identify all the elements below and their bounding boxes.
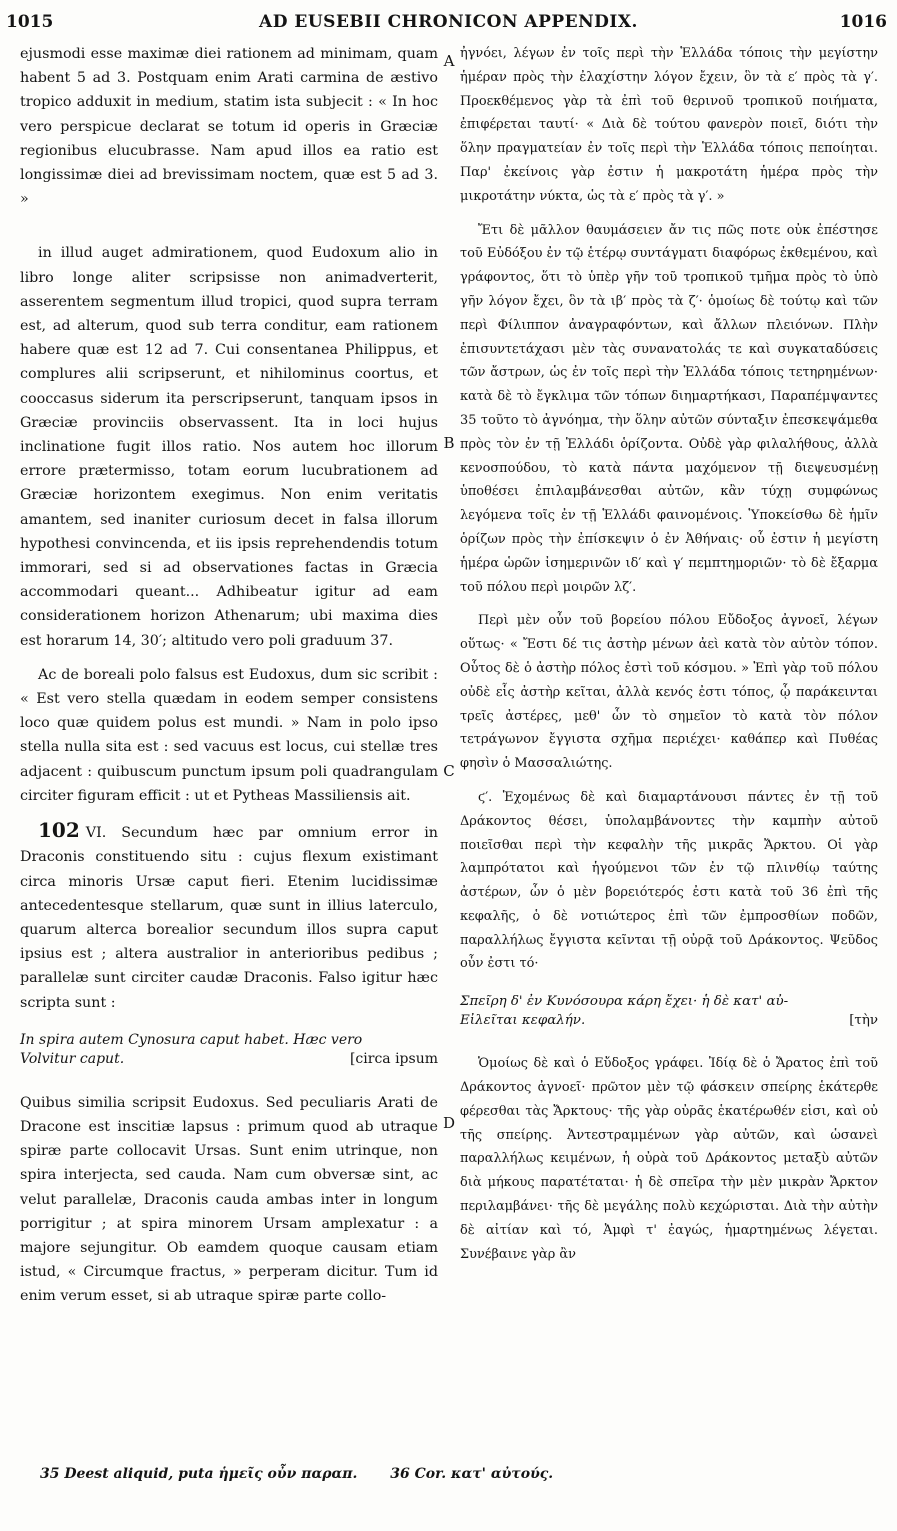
latin-paragraph-5: Quibus similia scripsit Eudoxus. Sed peculiaris Arati de Dracone est inscitiæ lapsus : primum quod ab utraque spiræ parte collocavit Ursas. Sunt enim utrinque, non spira interjecta, sed cauda. Nam cum obversæ sint, ac velut parallelæ, Draconis cauda ambas inter in longum porrigitur ; at spira minorem Ursam amplexatur : a majore sejungitur. Ob eamdem quoque causam etiam istud, « Circumque fractus, » perperam dicitur. Tum id enim verum esset, si ab utraque spiræ parte collo- — [20, 1094, 438, 1305]
greek-paragraph-4: ϛ′. Ἑχομένως δὲ καὶ διαμαρτάνουσι πάντες ἐν τῇ τοῦ Δράκοντος θέσει, ὑπολαμβάνοντες τὴν καμπὴν αὐτοῦ ποιεῖσθαι περὶ τὴν κεφαλὴν τῆς μικρᾶς Ἄρκτου. Οἱ γὰρ λαμπρότατοι καὶ ἡγούμενοι τῶν ἐν τῷ πλινθίῳ ταύτης ἀστέρων, ὧν ὁ μὲν βορειότερός ἐστι κατὰ τοῦ 36 ἐπὶ τῆς κεφαλῆς, ὁ δὲ νοτιώτερος ἐπὶ τῶν ἐμπροσθίων ποδῶν, παραλλήλως ἔγγιστα κεῖνται τῇ οὐρᾷ τοῦ Δράκοντος. Ψεῦδος οὖν ἐστι τό· — [460, 789, 878, 972]
greek-verse-line-1: Σπεῖρη δ' ἐν Κυνόσουρα κάρη ἔχει· ἡ δὲ κατ' αὐ- — [460, 994, 789, 1010]
footnotes — [40, 1466, 880, 1482]
margin-letter-c: C — [443, 762, 455, 780]
greek-paragraph-2: Ἔτι δὲ μᾶλλον θαυμάσειεν ἄν τις πῶς ποτε οὐκ ἐπέστησε τοῦ Εὐδόξου ἐν τῷ ἑτέρῳ συντάγματι διαφόρως ἐκθεμένου, καὶ γράφοντος, ὅτι τὸ ὑπὲρ γῆν τοῦ τροπικοῦ τμῆμα πρὸς τὸ ὑπὸ γῆν λόγον ἔχει, ὃν τὰ ιβ′ πρὸς τὰ ζ′· ὁμοίως δὲ τούτῳ καὶ τῶν περὶ Φίλιππον ἀναγραφόντων, καὶ ἄλλων πλειόνων. Πλὴν ἐπισυντετάχασι μὲν τὰς συνανατολάς τε καὶ συγκαταδύσεις τῶν ἄστρων, ὡς ἐν τοῖς περὶ τὴν Ἑλλάδα τόποις τετηρημένων· κατὰ δὲ τὸ ἔγκλιμα τῶν τόπων διημαρτήκασι, Παραπέμψαντες 35 τοῦτο τὸ ἀγνόημα, τὴν ὅλην αὐτῶν σύνταξιν ἐπεσκεψάμεθα πρὸς τὸν ἐν τῇ Ἑλλάδι ὁρίζοντα. Οὐδὲ γὰρ φιλαλήθους, ἀλλὰ κενοσπούδου, τὸ κατὰ πάντα μαχόμενον τῇ διεψευσμένῃ ὑποθέσει ἐπιλαμβάνεσθαι αὐτῶν, κἂν τύχῃ συμφώνως λεγόμενα τοῖς ἐν τῇ Ἑλλάδι φαινομένοις. Ὑποκείσθω δὲ ἡμῖν ὁρίζων πρὸς τὴν ἐπίσκεψιν ὁ ἐν Ἀθήναις· οὗ ἐστιν ἡ μεγίστη ἡμέρα ὡρῶν ἰσημερινῶν ιδ′ καὶ γ′ πεμπτημοριῶν· τὸ δὲ ἔξαρμα τοῦ πόλου περὶ μοιρῶν λζ′. — [460, 222, 878, 595]
greek-verse-line-2: Εἰλεῖται κεφαλήν. [τὴν — [460, 1013, 878, 1029]
margin-letter-d: D — [442, 1114, 456, 1132]
latin-paragraph-1: ejusmodi esse maximæ diei rationem ad minimam, quam habent 5 ad 3. Postquam enim Arati carmina de æstivo tropico adduxit in medium, statim ista subjecit : « In hoc vero perspicue declarat se totum id operis in Græciæ regionibus elucubrasse. Nam apud illos ea ratio est longissimæ diei ad brevissimam noctem, quæ est 5 ad 3. » — [20, 46, 438, 208]
greek-paragraph-1: ἠγνόει, λέγων ἐν τοῖς περὶ τὴν Ἑλλάδα τόποις τὴν μεγίστην ἡμέραν πρὸς τὴν ἐλαχίστην λόγον ἔχειν, ὃν τὰ ε′ πρὸς τὰ γ′. Προεκθέμενος γὰρ τὰ ἐπὶ τοῦ θερινοῦ τροπικοῦ ποιήματα, ἐπιφέρεται ταυτί· « Διὰ δὲ τούτου φανερὸν ποιεῖ, διότι τὴν ὅλην πραγματείαν ἐν τοῖς περὶ τὴν Ἑλλάδα τόποις πεποίηται. Παρ' ἐκείνοις γὰρ ἐστιν ἡ μακροτάτη ἡμέρα πρὸς τὴν μικροτάτην νύκτα, ὡς τὰ ε′ πρὸς τὰ γ′. » — [460, 46, 878, 204]
greek-paragraph-5: Ὁμοίως δὲ καὶ ὁ Εὔδοξος γράφει. Ἰδίᾳ δὲ ὁ Ἄρατος ἐπὶ τοῦ Δράκοντος ἀγνοεῖ· πρῶτον μὲν τῷ φάσκειν σπείρης ἑκάτερθε φέρεσθαι τὰς Ἄρκτους· τῆς γὰρ οὐρᾶς ἑκατέρωθέν εἰσι, καὶ οὐ τῆς σπείρης. Ἀντεστραμμένων γὰρ αὐτῶν, καὶ ὡσανεὶ παραλλήλως κειμένων, ἡ οὐρὰ τοῦ Δράκοντος μεταξὺ αὐτῶν διὰ μήκους παρατέταται· ἡ δὲ σπεῖρα τὴν μὲν μικρὰν Ἄρκτον περιλαμβάνει· τῆς δὲ μεγάλης πολὺ κεχώρισται. Διὰ τὴν αὐτὴν δὲ αἰτίαν καὶ τό, Ἀμφὶ τ' ἐαγώς, ἡμαρτημένως λέγεται. Συνέβαινε γὰρ ἂν — [460, 1056, 878, 1262]
latin-verse-continuation: [circa ipsum — [349, 1050, 438, 1067]
latin-verse-line-1: In spira autem Cynosura caput habet. Hæc vero — [20, 1031, 363, 1048]
margin-letter-b: B — [443, 434, 455, 452]
latin-paragraph-3: Ac de boreali polo falsus est Eudoxus, dum sic scribit : « Est vero stella quædam in eodem semper consistens loco quæ quidem polus est mundi. » Nam in polo ipso stella nulla sita est : sed vacuus est locus, cui stellæ tres adjacent : quibuscum punctum ipsum poli quadrangulam circiter figuram efficit : ut et Pytheas Massiliensis ait. — [20, 666, 438, 804]
section-number: 102 — [38, 818, 80, 843]
latin-paragraph-4-text: VI. Secundum hæc par omnium error in Draconis constituendo situ : cujus flexum existimant circa minoris Ursæ caput fieri. Etenim lucidissimæ antecedentesque stellarum, quæ sunt in illius laterculo, quarum alterca borealior secundum illos supra caput ipsius est ; altera australior in anterioribus pedibus ; parallelæ sunt circiter caudæ Draconis. Falso igitur hæc scripta sunt : — [20, 825, 438, 1011]
latin-paragraph-4 — [20, 818, 438, 1015]
latin-column — [20, 42, 438, 1319]
footnote-35: 35 Deest aliquid, puta ἡμεῖς οὖν παραπ. — [40, 1466, 358, 1482]
greek-verse — [460, 992, 878, 1030]
running-title: AD EUSEBII CHRONICON APPENDIX. — [259, 12, 638, 32]
latin-paragraph-2: in illud auget admirationem, quod Eudoxum alio in libro longe aliter scripsisse non animadverterit, asserentem segmentum illud tropici, quod supra terram est, ad alterum, quod sub terra conditur, eam rationem habere quæ est 12 ad 7. Cui consentanea Philippus, et complures alii scripserunt, et nihilominus coortus, et cooccasus siderum ita perscripserunt, tanquam ipsos in Græciæ provinciis observassent. Ita in loci hujus inclinatione fugit illos ratio. Nos autem hoc illorum errore prætermisso, totam eorum lucubrationem ad Græciæ horizontem exegimus. Non enim veritatis amantem, sed inaniter curiosum decet in falsa illorum hypothesi convincenda, et iis ipsis reprehendendis totum immorari, sed si ad observationes factas in Græcia accommodari queant... Adhibeatur igitur ad eam considerationem horizon Athenarum; ubi maxima dies est horarum 14, 30′; altitudo vero poli graduum 37. — [20, 245, 438, 649]
latin-verse — [20, 1031, 438, 1069]
latin-verse-line-2: Volvitur caput. [circa ipsum — [20, 1050, 438, 1067]
page-number-right: 1016 — [839, 12, 887, 32]
running-header — [0, 4, 897, 38]
page-number-left: 1015 — [6, 12, 54, 32]
greek-column — [460, 42, 878, 1276]
margin-letter-a: A — [443, 52, 455, 70]
footnote-36: 36 Cor. κατ' αὐτούς. — [390, 1466, 554, 1482]
greek-verse-continuation: [τὴν — [849, 1013, 878, 1029]
greek-paragraph-3: Περὶ μὲν οὖν τοῦ βορείου πόλου Εὔδοξος ἀγνοεῖ, λέγων οὕτως· « Ἔστι δέ τις ἀστὴρ μένων ἀεὶ κατὰ τὸν αὐτὸν τόπον. Οὗτος δὲ ὁ ἀστὴρ πόλος ἐστὶ τοῦ κόσμου. » Ἐπὶ γὰρ τοῦ πόλου οὐδὲ εἷς ἀστὴρ κεῖται, ἀλλὰ κενός ἐστι τόπος, ᾧ παράκεινται τρεῖς ἀστέρες, μεθ' ὧν τὸ σημεῖον τὸ κατὰ τὸν πόλον τετράγωνον ἔγγιστα σχῆμα περιέχει· καθάπερ καὶ Πυθέας φησὶν ὁ Μασσαλιώτης. — [460, 613, 878, 772]
